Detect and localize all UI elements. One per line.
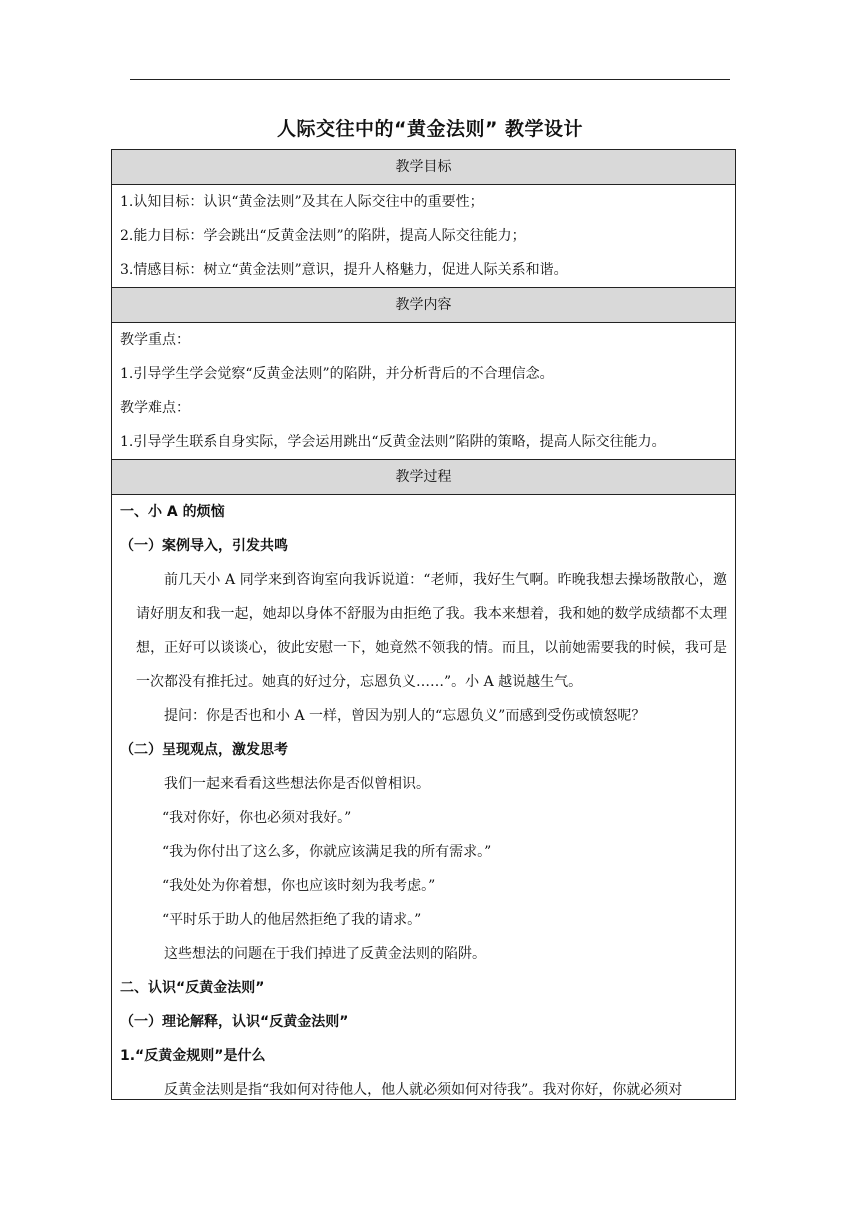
goal-item: 3.情感目标：树立“黄金法则”意识，提升人格魅力，促进人际关系和谐。 xyxy=(120,262,568,278)
conclusion-text: 这些想法的问题在于我们掉进了反黄金法则的陷阱。 xyxy=(164,946,486,962)
content-section xyxy=(112,323,735,460)
quote-item: “平时乐于助人的他居然拒绝了我的请求。” xyxy=(162,912,422,928)
quote-item: “我处处为你着想，你也应该时刻为我考虑。” xyxy=(162,878,436,894)
item-heading: 1.“反黄金规则”是什么 xyxy=(120,1048,266,1064)
definition-text: 反黄金法则是指“我如何对待他人，他人就必须如何对待我”。我对你好，你就必须对 xyxy=(164,1082,683,1098)
section-heading: 二、认识“反黄金法则” xyxy=(120,980,265,996)
process-section xyxy=(112,495,735,1100)
header-rule xyxy=(130,79,730,80)
subsection-heading: （二）呈现观点，激发思考 xyxy=(120,742,288,758)
goal-item: 1.认知目标：认识“黄金法则”及其在人际交往中的重要性； xyxy=(120,194,484,210)
subsection-heading: （一）案例导入，引发共鸣 xyxy=(120,538,288,554)
content-header: 教学内容 xyxy=(112,288,735,323)
section-heading: 一、小 A 的烦恼 xyxy=(120,504,225,520)
question-text: 提问：你是否也和小 A 一样，曾因为别人的“忘恩负义”而感到受伤或愤怒呢？ xyxy=(164,708,646,724)
document-title: 人际交往中的“黄金法则” 教学设计 xyxy=(276,118,584,140)
quote-item: “我对你好，你也必须对我好。” xyxy=(162,810,352,826)
process-header: 教学过程 xyxy=(112,460,735,495)
lesson-plan-table xyxy=(111,149,736,1100)
case-story: 前几天小 A 同学来到咨询室向我诉说道：“老师，我好生气啊。昨晚我想去操场散散心，邀请好朋友和我一起，她却以身体不舒服为由拒绝了我。我本来想着，我和她的数学成绩都不太理想，正好可以谈谈心，彼此安慰一下，她竟然不领我的情。而且，以前她需要我的时候，我可是一次都没有推托过。她真的好过分，忘恩负义……”。小 A 越说越生气。 xyxy=(136,572,727,690)
key-point-item: 1.引导学生学会觉察“反黄金法则”的陷阱，并分析背后的不合理信念。 xyxy=(120,366,554,382)
goals-section xyxy=(112,185,735,288)
difficulty-label: 教学难点： xyxy=(120,400,190,416)
goal-item: 2.能力目标：学会跳出“反黄金法则”的陷阱，提高人际交往能力； xyxy=(120,228,526,244)
intro-text: 我们一起来看看这些想法你是否似曾相识。 xyxy=(164,776,430,792)
quote-item: “我为你付出了这么多，你就应该满足我的所有需求。” xyxy=(162,844,492,860)
goals-header: 教学目标 xyxy=(112,150,735,185)
subsection-heading: （一）理论解释，认识“反黄金法则” xyxy=(120,1014,349,1030)
difficulty-item: 1.引导学生联系自身实际，学会运用跳出“反黄金法则”陷阱的策略，提高人际交往能力。 xyxy=(120,434,666,450)
key-points-label: 教学重点： xyxy=(120,332,190,348)
